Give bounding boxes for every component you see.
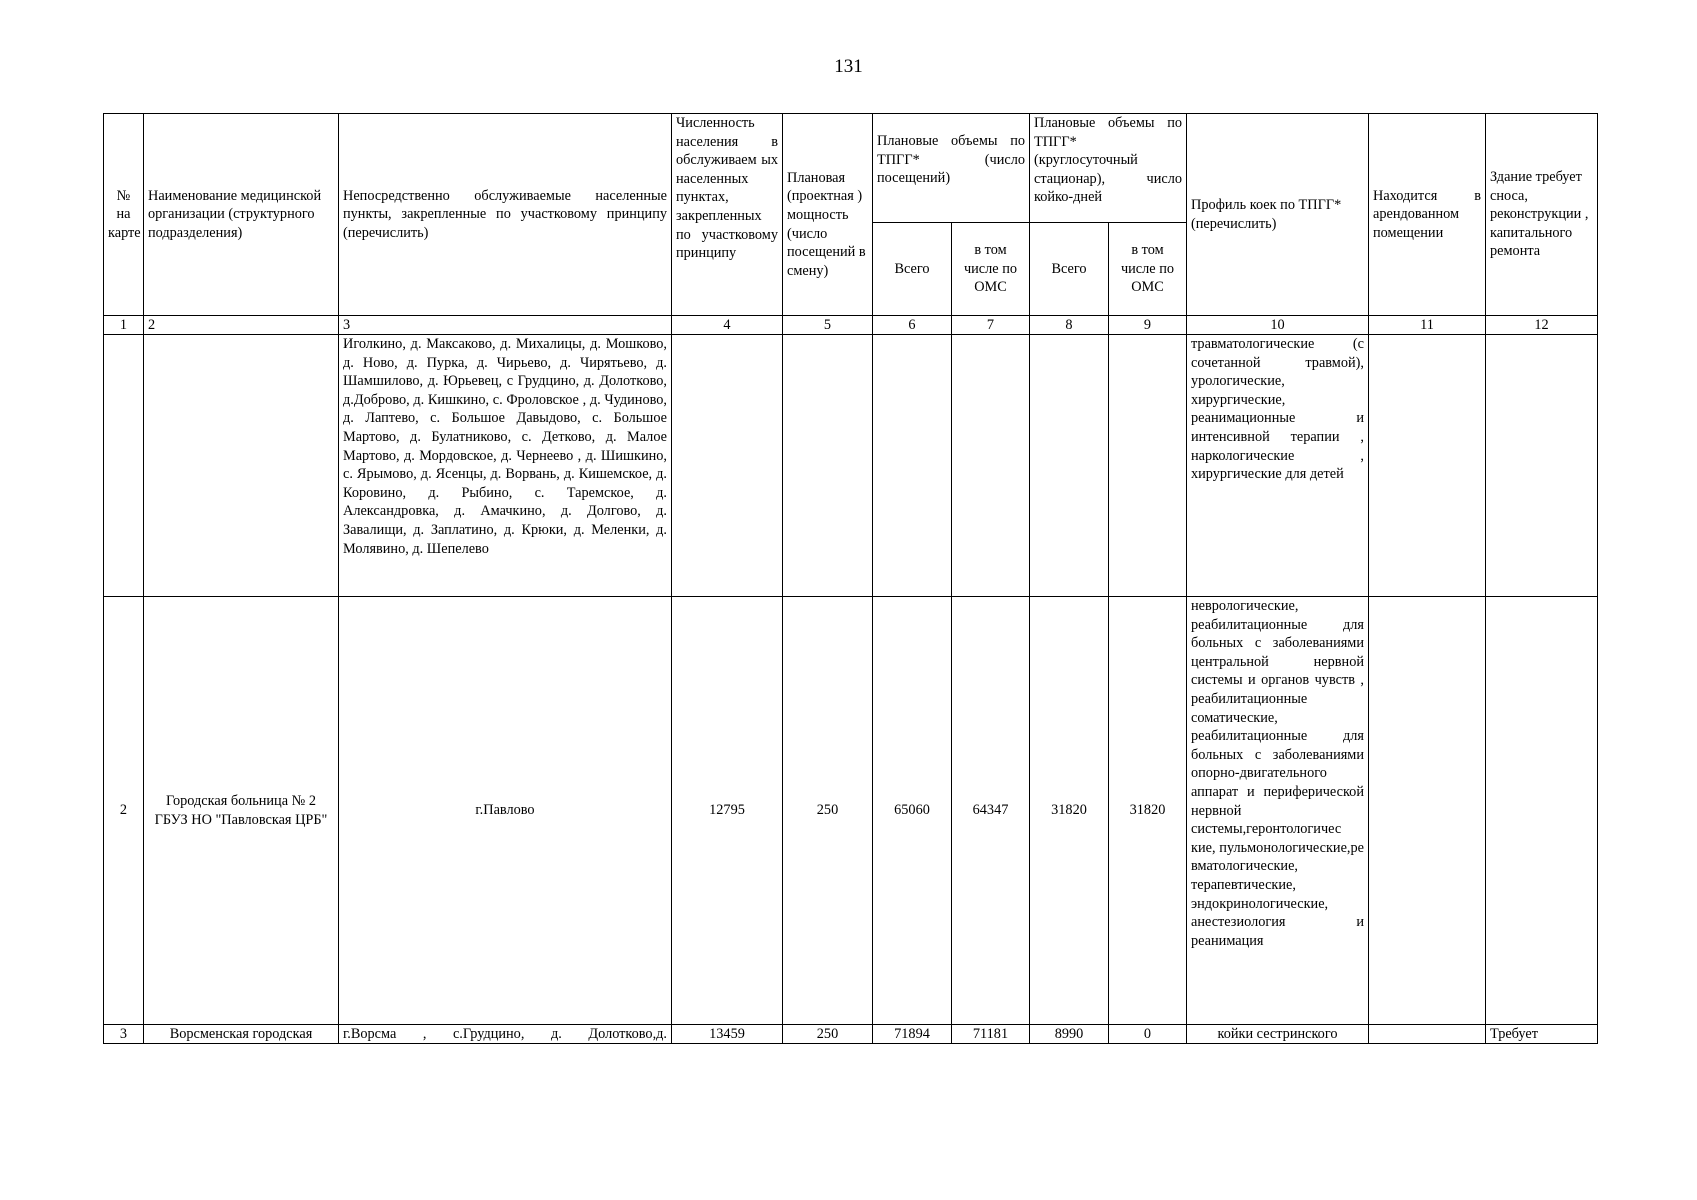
row-visits-total-text: 71894 xyxy=(894,1026,930,1042)
row-population xyxy=(672,1025,783,1044)
row-capacity-text: 250 xyxy=(816,1026,839,1042)
row-settlements: Иголкино, д. Максаково, д. Михалицы, д. Мошково, д. Ново, д. Пурка, д. Чирьево, д. Чирятьево, д. Шамшилово, д. Юрьевец, с Грудцино, д. Долотково, д.Доброво, д. Кишкино, с. Фроловское , д. Чудиново, д. Лаптево, с. Большое Давыдово, с. Большое Мартово, д. Булатниково, с. Детково, д. Малое Мартово, д. Мордовское, д. Чернеево , д. Шишкино, с. Ярымово, д. Ясенцы, д. Ворвань, д. Кишемское, д. Коровино, д. Рыбино, с. Таремское, д. Александровка, д. Амачкино, д. Долгово, д. Завалищи, д. Заплатино, д. Крюки, д. Меленки, д. Молявино, д. Шепелево xyxy=(339,335,672,597)
row-visits-total: 65060 xyxy=(873,597,952,1025)
row-map-number xyxy=(104,1025,144,1044)
row-map-number-text: 3 xyxy=(119,1026,128,1042)
column-number: 7 xyxy=(952,316,1030,335)
column-number: 10 xyxy=(1187,316,1369,335)
row-requires-repair xyxy=(1486,597,1598,1025)
column-number: 8 xyxy=(1030,316,1109,335)
row-bed-profiles: травматологические (с сочетанной травмой), урологические, хирургические, реанимационные и интенсивной терапии , наркологические , хирургические для детей xyxy=(1187,335,1369,597)
table-row xyxy=(104,597,1598,1025)
row-bed-days-oms xyxy=(1109,335,1187,597)
row-visits-oms-text: 71181 xyxy=(972,1026,1009,1042)
header-planned-bed-days: Плановые объемы по ТПГГ* (круглосуточный стационар), число койко-дней xyxy=(1030,114,1187,223)
column-number: 1 xyxy=(104,316,144,335)
row-population: 12795 xyxy=(672,597,783,1025)
row-organization-name-text: Ворсменская городская xyxy=(169,1026,313,1042)
column-number: 2 xyxy=(144,316,339,335)
column-number: 9 xyxy=(1109,316,1187,335)
row-bed-profiles xyxy=(1187,1025,1369,1044)
header-bed-days-oms: в том числе по ОМС xyxy=(1109,223,1187,316)
row-bed-days-oms xyxy=(1109,1025,1187,1044)
column-number: 12 xyxy=(1486,316,1598,335)
row-visits-oms xyxy=(952,335,1030,597)
row-settlements-text: г.Ворсма , с.Грудцино, д. Долотково,д. xyxy=(343,1026,667,1042)
header-visits-total: Всего xyxy=(873,223,952,316)
column-number: 6 xyxy=(873,316,952,335)
row-organization-name xyxy=(144,1025,339,1044)
header-organization-name: Наименование медицинской организации (структурного подразделения) xyxy=(144,114,339,316)
row-requires-repair xyxy=(1486,1025,1598,1044)
page-number: 131 xyxy=(834,56,863,77)
header-capacity: Плановая (проектная ) мощность (число посещений в смену) xyxy=(783,114,873,316)
header-map-number: № на карте xyxy=(104,114,144,316)
row-bed-days-total: 31820 xyxy=(1030,597,1109,1025)
row-settlements: г.Павлово xyxy=(339,597,672,1025)
row-bed-days-oms-text: 0 xyxy=(1143,1026,1152,1042)
row-requires-repair xyxy=(1486,335,1598,597)
row-capacity: 250 xyxy=(783,597,873,1025)
header-bed-profiles: Профиль коек по ТПГГ* (перечислить) xyxy=(1187,114,1369,316)
column-numbers-row xyxy=(104,316,1598,335)
row-population-text: 13459 xyxy=(709,1026,745,1042)
header-planned-visits: Плановые объемы по ТПГГ* (число посещений) xyxy=(873,114,1030,223)
row-visits-oms xyxy=(952,1025,1030,1044)
row-bed-days-total xyxy=(1030,1025,1109,1044)
row-population xyxy=(672,335,783,597)
row-organization-name: Городская больница № 2 ГБУЗ НО "Павловская ЦРБ" xyxy=(144,597,339,1025)
row-organization-name xyxy=(144,335,339,597)
row-capacity xyxy=(783,335,873,597)
header-row-1 xyxy=(104,114,1598,223)
header-rented: Находится в арендованном помещении xyxy=(1369,114,1486,316)
row-requires-repair-text: Требует xyxy=(1490,1026,1538,1042)
row-bed-profiles-text: койки сестринского xyxy=(1217,1026,1338,1042)
row-rented xyxy=(1369,1025,1486,1044)
table-row xyxy=(104,335,1598,597)
row-visits-oms: 64347 xyxy=(952,597,1030,1025)
row-map-number xyxy=(104,335,144,597)
row-bed-days-total xyxy=(1030,335,1109,597)
column-number: 4 xyxy=(672,316,783,335)
row-bed-profiles: неврологические, реабилитационные для больных с заболеваниями центральной нервной системы и органов чувств , реабилитационные соматические, реабилитационные для больных с заболеваниями опорно-двигательного аппарат и периферической нервной системы,геронтологичес кие, пульмонологические,ре вматологические, терапевтические, эндокринологические, анестезиология и реанимация xyxy=(1187,597,1369,1025)
row-map-number: 2 xyxy=(104,597,144,1025)
row-bed-days-total-text: 8990 xyxy=(1054,1026,1084,1042)
header-requires-repair: Здание требует сноса, реконструкции , капитального ремонта xyxy=(1486,114,1598,316)
column-number: 3 xyxy=(339,316,672,335)
row-visits-total xyxy=(873,1025,952,1044)
table-row xyxy=(104,1025,1598,1044)
row-rented xyxy=(1369,597,1486,1025)
row-bed-days-oms: 31820 xyxy=(1109,597,1187,1025)
header-population: Численность населения в обслуживаем ых населенных пунктах, закрепленных по участковому принципу xyxy=(672,114,783,316)
row-settlements xyxy=(339,1025,672,1044)
header-visits-oms: в том числе по ОМС xyxy=(952,223,1030,316)
row-visits-total xyxy=(873,335,952,597)
header-bed-days-total: Всего xyxy=(1030,223,1109,316)
row-capacity xyxy=(783,1025,873,1044)
header-settlements: Непосредственно обслуживаемые населенные пункты, закрепленные по участковому принципу (перечислить) xyxy=(339,114,672,316)
row-rented xyxy=(1369,335,1486,597)
row-rented-text xyxy=(1373,1025,1481,1043)
column-number: 5 xyxy=(783,316,873,335)
column-number: 11 xyxy=(1369,316,1486,335)
medical-organizations-table xyxy=(103,113,1598,1044)
